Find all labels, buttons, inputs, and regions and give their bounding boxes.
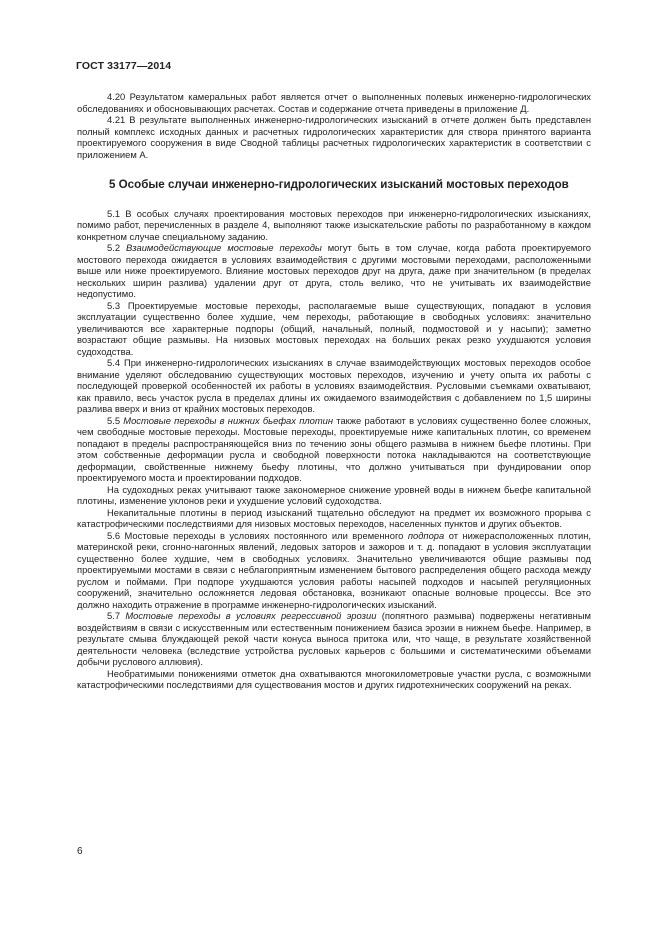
paragraph-5-3: 5.3 Проектируемые мостовые переходы, располагаемые выше существующих, попадают в условия эксплуатации существенно более худшие, чем переходы, работающие в свободных условиях: значительно увеличиваются все характерные подпоры (общий, начальный, полный, подмостовой и у насыпи); заметно возрастают общие размывы. На низовых мостовых переходах на больших реках резко ухудшаются условия судоходства. — [77, 299, 591, 357]
italic-term: Мостовые переходы в условиях регрессивной эрозии — [125, 610, 377, 621]
paragraph-non-capital-dams: Некапитальные плотины в период изысканий тщательно обследуют на предмет их возможного прорыва с катастрофическими последствиями для низовых мостовых переходов, населенных пунктов и других объектов. — [77, 506, 591, 529]
page-number: 6 — [77, 846, 83, 857]
paragraph-4-20: 4.20 Результатом камеральных работ является отчет о выполненных полевых инженерно-гидрологических обследованиях и обосновывающих расчетах. Состав и содержание отчета приведены в приложение Д. — [77, 91, 591, 114]
section-title: 5 Особые случаи инженерно-гидрологических изысканий мостовых переходов — [109, 178, 569, 191]
paragraph-5-4: 5.4 При инженерно-гидрологических изысканиях в случае взаимодействующих мостовых переходов особое внимание уделяют обследованию существующих мостовых переходов, изучению и учету опыта их работы с последующей проверкой особенностей их работы в условиях взаимодействия. Русловыми съемками охватывают, как правило, весь участок русла в пределах длины их ожидаемого взаимодействия с добавлением по 1,5 ширины разлива вверх и вниз от крайних мостовых переходов. — [77, 357, 591, 414]
paragraph-4-21: 4.21 В результате выполненных инженерно-гидрологических изысканий в отчете должен быть представлен полный комплекс исходных данных и расчетных гидрологических характеристик для створа принятого варианта проектируемого сооружения в виде Сводной таблицы расчетных гидрологических характеристик в соответствии с приложением А. — [77, 114, 591, 160]
paragraph-5-2: 5.2 Взаимодействующие мостовые переходы могут быть в том случае, когда работа проектируемого мостового перехода ожидается в условиях взаимодействия с другими мостовыми переходами, расположенными выше или ниже проектируемого. Влияние мостовых переходов друг на друга, даже при значительном (в пределах нескольких ширин разлива) удалении друг от друга, столь велико, что не учитывать их взаимодействие недопустимо. — [77, 242, 592, 299]
paragraph-5-7: 5.7 Мостовые переходы в условиях регрессивной эрозии (попятного размыва) подвержены негативным воздействиям в связи с искусственным или естественным понижением базиса эрозии в нижнем бьефе. Например, в результате смыва блуждающей рекой части конуса выноса притока или, что чаще, в результате хозяйственной деятельности человека (вследствие устройства русловых карьеров с большими и систематическими объемами добычи руслового аллювия). — [77, 610, 591, 667]
paragraph-irreversible-lowering: Необратимыми понижениями отметок дна охватываются многокилометровые участки русла, с возможными катастрофическими последствиями для существования мостов и других гидротехнических сооружений на реках. — [77, 667, 591, 690]
paragraph-navigable-rivers: На судоходных реках учитывают также закономерное снижение уровней воды в нижнем бьефе капитальной плотины, изменение уклонов реки и ухудшение условий судоходства. — [77, 483, 591, 506]
document-body — [77, 91, 591, 691]
italic-term: Взаимодействующие мостовые переходы — [125, 242, 322, 253]
paragraph-5-1: 5.1 В особых случаях проектирования мостовых переходов при инженерно-гидрологических изысканиях, помимо работ, перечисленных в разделе 4, выполняют также изыскательские работы по разработанному в каждом конкретном случае специальному заданию. — [77, 207, 591, 242]
document-header: ГОСТ 33177—2014 — [76, 60, 172, 72]
italic-term: Мостовые переходы в нижних бьефах плотин — [123, 414, 334, 426]
paragraph-5-6: 5.6 Мостовые переходы в условиях постоянного или временного подпора от нижерасположенных плотин, материнской реки, сгонно-нагонных явлений, ледовых заторов и зажоров и т. д. попадают в условия эксплуатации существенно более худшие, чем в свободных условиях. Значительно увеличиваются общие размывы под проектируемыми мостами в связи с неблагоприятным изменением бытового распределения общего расхода между руслом и поймами. При подпоре ухудшаются условия работы насыпей подходов и насыпей регуляционных сооружений, значительно осложняется ледовая обстановка, возникают опасные волновые процессы. Все это должно находить отражение в программе инженерно-гидрологических изысканий. — [77, 529, 591, 610]
italic-term: подпора — [407, 529, 445, 541]
paragraph-5-5: 5.5 Мостовые переходы в нижних бьефах плотин также работают в условиях существенно более сложных, чем свободные мостовые переходы. Мостовые переходы, проектируемые ниже капитальных плотин, со временем попадают в пределы распространяющейся вниз по течению зоны общего размыва в нижнем бьефе плотины. При этом собственные деформации русла и свободной поверхности потока накладываются на соответствующие деформации, свойственные нижнему бьефу плотины, что должно учитываться при фундировании опор проектируемого моста и проектировании подходов. — [77, 414, 592, 483]
